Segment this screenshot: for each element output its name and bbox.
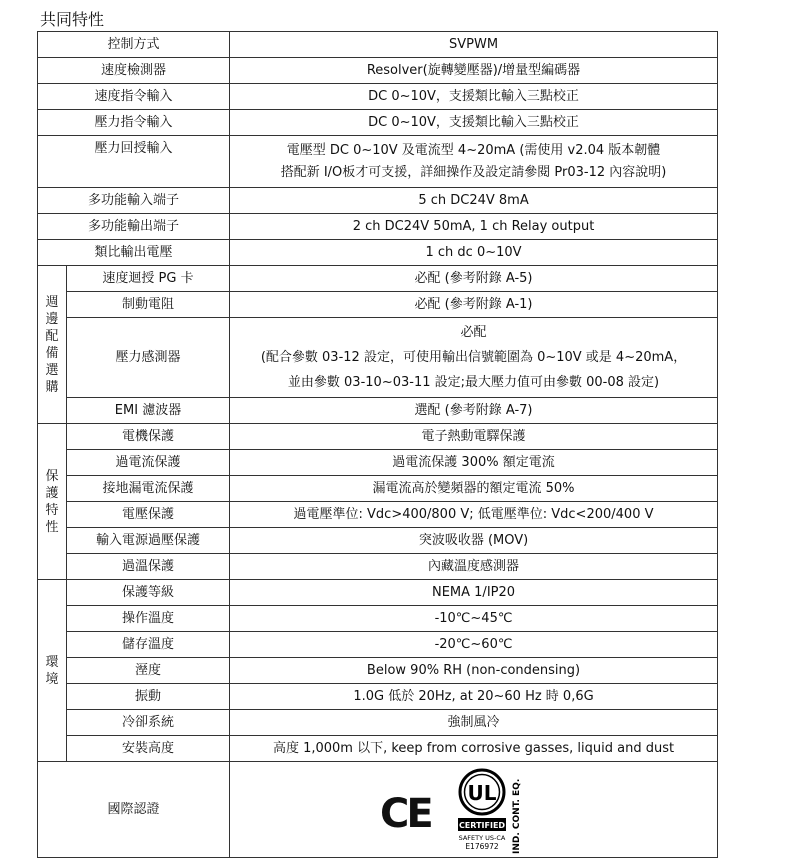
table-row [38, 32, 718, 58]
row-value: 必配 (參考附錄 A-5) [230, 266, 718, 292]
table-row [38, 736, 718, 762]
row-label: 振動 [67, 684, 230, 710]
row-value: 電子熱動電驛保護 [230, 424, 718, 450]
row-value: 突波吸收器 (MOV) [230, 528, 718, 554]
group-label-environment [38, 580, 67, 762]
table-row [38, 84, 718, 110]
certification-logos [230, 762, 718, 858]
table-row [38, 58, 718, 84]
row-label: 保護等級 [67, 580, 230, 606]
table-row [38, 632, 718, 658]
row-value: 過電壓準位: Vdc>400/800 V; 低電壓準位: Vdc<200/400 V [230, 502, 718, 528]
row-value-line: 並由參數 03-10~03-11 設定;最大壓力值可由參數 00-08 設定) [287, 375, 660, 390]
ce-mark-logo: CE [380, 791, 431, 837]
table-row [38, 528, 718, 554]
table-row [38, 450, 718, 476]
row-value: NEMA 1/IP20 [230, 580, 718, 606]
group-label-text: 週 邊 配 備 選 購 [45, 294, 59, 395]
table-row [38, 266, 718, 292]
row-value: Resolver(旋轉變壓器)/增量型編碼器 [230, 58, 718, 84]
table-row [38, 188, 718, 214]
row-value: 強制風冷 [230, 710, 718, 736]
row-value [230, 136, 718, 188]
row-value: 選配 (參考附錄 A-7) [230, 398, 718, 424]
row-value: 高度 1,000m 以下, keep from corrosive gasses, liquid and dust [230, 736, 718, 762]
row-value [230, 318, 718, 398]
svg-text:UL: UL [467, 781, 497, 805]
row-value: 2 ch DC24V 50mA, 1 ch Relay output [230, 214, 718, 240]
row-label: 過溫保護 [67, 554, 230, 580]
row-label: 過電流保護 [67, 450, 230, 476]
row-label: 接地漏電流保護 [67, 476, 230, 502]
row-label: 多功能輸入端子 [38, 188, 230, 214]
row-value: SVPWM [230, 32, 718, 58]
row-label: 壓力回授輸入 [38, 136, 230, 188]
row-label: 速度指令輸入 [38, 84, 230, 110]
page-title: 共同特性 [40, 10, 105, 29]
table-row [38, 214, 718, 240]
row-value: 1.0G 低於 20Hz, at 20~60 Hz 時 0,6G [230, 684, 718, 710]
row-label: 速度迴授 PG 卡 [67, 266, 230, 292]
table-row [38, 136, 718, 188]
table-row [38, 606, 718, 632]
table-row [38, 292, 718, 318]
table-row [38, 110, 718, 136]
svg-text:CERTIFIED: CERTIFIED [458, 821, 506, 830]
row-value: 5 ch DC24V 8mA [230, 188, 718, 214]
row-label: 控制方式 [38, 32, 230, 58]
row-value: 1 ch dc 0~10V [230, 240, 718, 266]
svg-text:SAFETY US-CA: SAFETY US-CA [458, 834, 506, 842]
group-label-text: 保 護 特 性 [45, 468, 59, 535]
row-value: -10℃~45℃ [230, 606, 718, 632]
row-value: 必配 (參考附錄 A-1) [230, 292, 718, 318]
row-value: 內藏溫度感測器 [230, 554, 718, 580]
row-label: 溼度 [67, 658, 230, 684]
row-label: 輸入電源過壓保護 [67, 528, 230, 554]
svg-text:IND. CONT. EQ.: IND. CONT. EQ. [512, 778, 523, 854]
table-row [38, 710, 718, 736]
table-row [38, 318, 718, 398]
row-value: -20℃~60℃ [230, 632, 718, 658]
row-value-line: (配合參數 03-12 設定，可使用輸出信號範圍為 0~10V 或是 4~20mA， [260, 350, 687, 365]
table-row [38, 658, 718, 684]
group-label-peripheral [38, 266, 67, 424]
row-label: 國際認證 [38, 762, 230, 858]
table-row [38, 684, 718, 710]
row-value: 過電流保護 300% 額定電流 [230, 450, 718, 476]
table-row [38, 398, 718, 424]
table-row [38, 580, 718, 606]
row-label: 安裝高度 [67, 736, 230, 762]
row-value: 漏電流高於變頻器的額定電流 50% [230, 476, 718, 502]
row-label: 制動電阻 [67, 292, 230, 318]
row-label: 速度檢測器 [38, 58, 230, 84]
spec-table [37, 31, 718, 858]
row-value: Below 90% RH (non-condensing) [230, 658, 718, 684]
row-value-line: 搭配新 I/O板才可支援，詳細操作及設定請參閱 Pr03-12 內容說明) [280, 164, 667, 180]
row-value-line: 電壓型 DC 0~10V 及電流型 4~20mA (需使用 v2.04 版本韌體 [286, 142, 661, 158]
table-row [38, 554, 718, 580]
ul-certified-logo [455, 766, 530, 856]
row-label: 儲存溫度 [67, 632, 230, 658]
table-row [38, 762, 718, 858]
row-label: 壓力指令輸入 [38, 110, 230, 136]
row-label: 冷卻系統 [67, 710, 230, 736]
row-value: DC 0~10V，支援類比輸入三點校正 [230, 110, 718, 136]
row-value: DC 0~10V，支援類比輸入三點校正 [230, 84, 718, 110]
row-label: EMI 濾波器 [67, 398, 230, 424]
svg-text:E176972: E176972 [465, 842, 499, 851]
group-label-protection [38, 424, 67, 580]
row-label: 壓力感測器 [67, 318, 230, 398]
group-label-text: 環 境 [45, 654, 59, 687]
row-label: 多功能輸出端子 [38, 214, 230, 240]
table-row [38, 476, 718, 502]
row-label: 電機保護 [67, 424, 230, 450]
table-row [38, 502, 718, 528]
table-row [38, 424, 718, 450]
row-label: 操作溫度 [67, 606, 230, 632]
row-value-line: 必配 [460, 325, 487, 340]
row-label: 電壓保護 [67, 502, 230, 528]
table-row [38, 240, 718, 266]
row-label: 類比輸出電壓 [38, 240, 230, 266]
